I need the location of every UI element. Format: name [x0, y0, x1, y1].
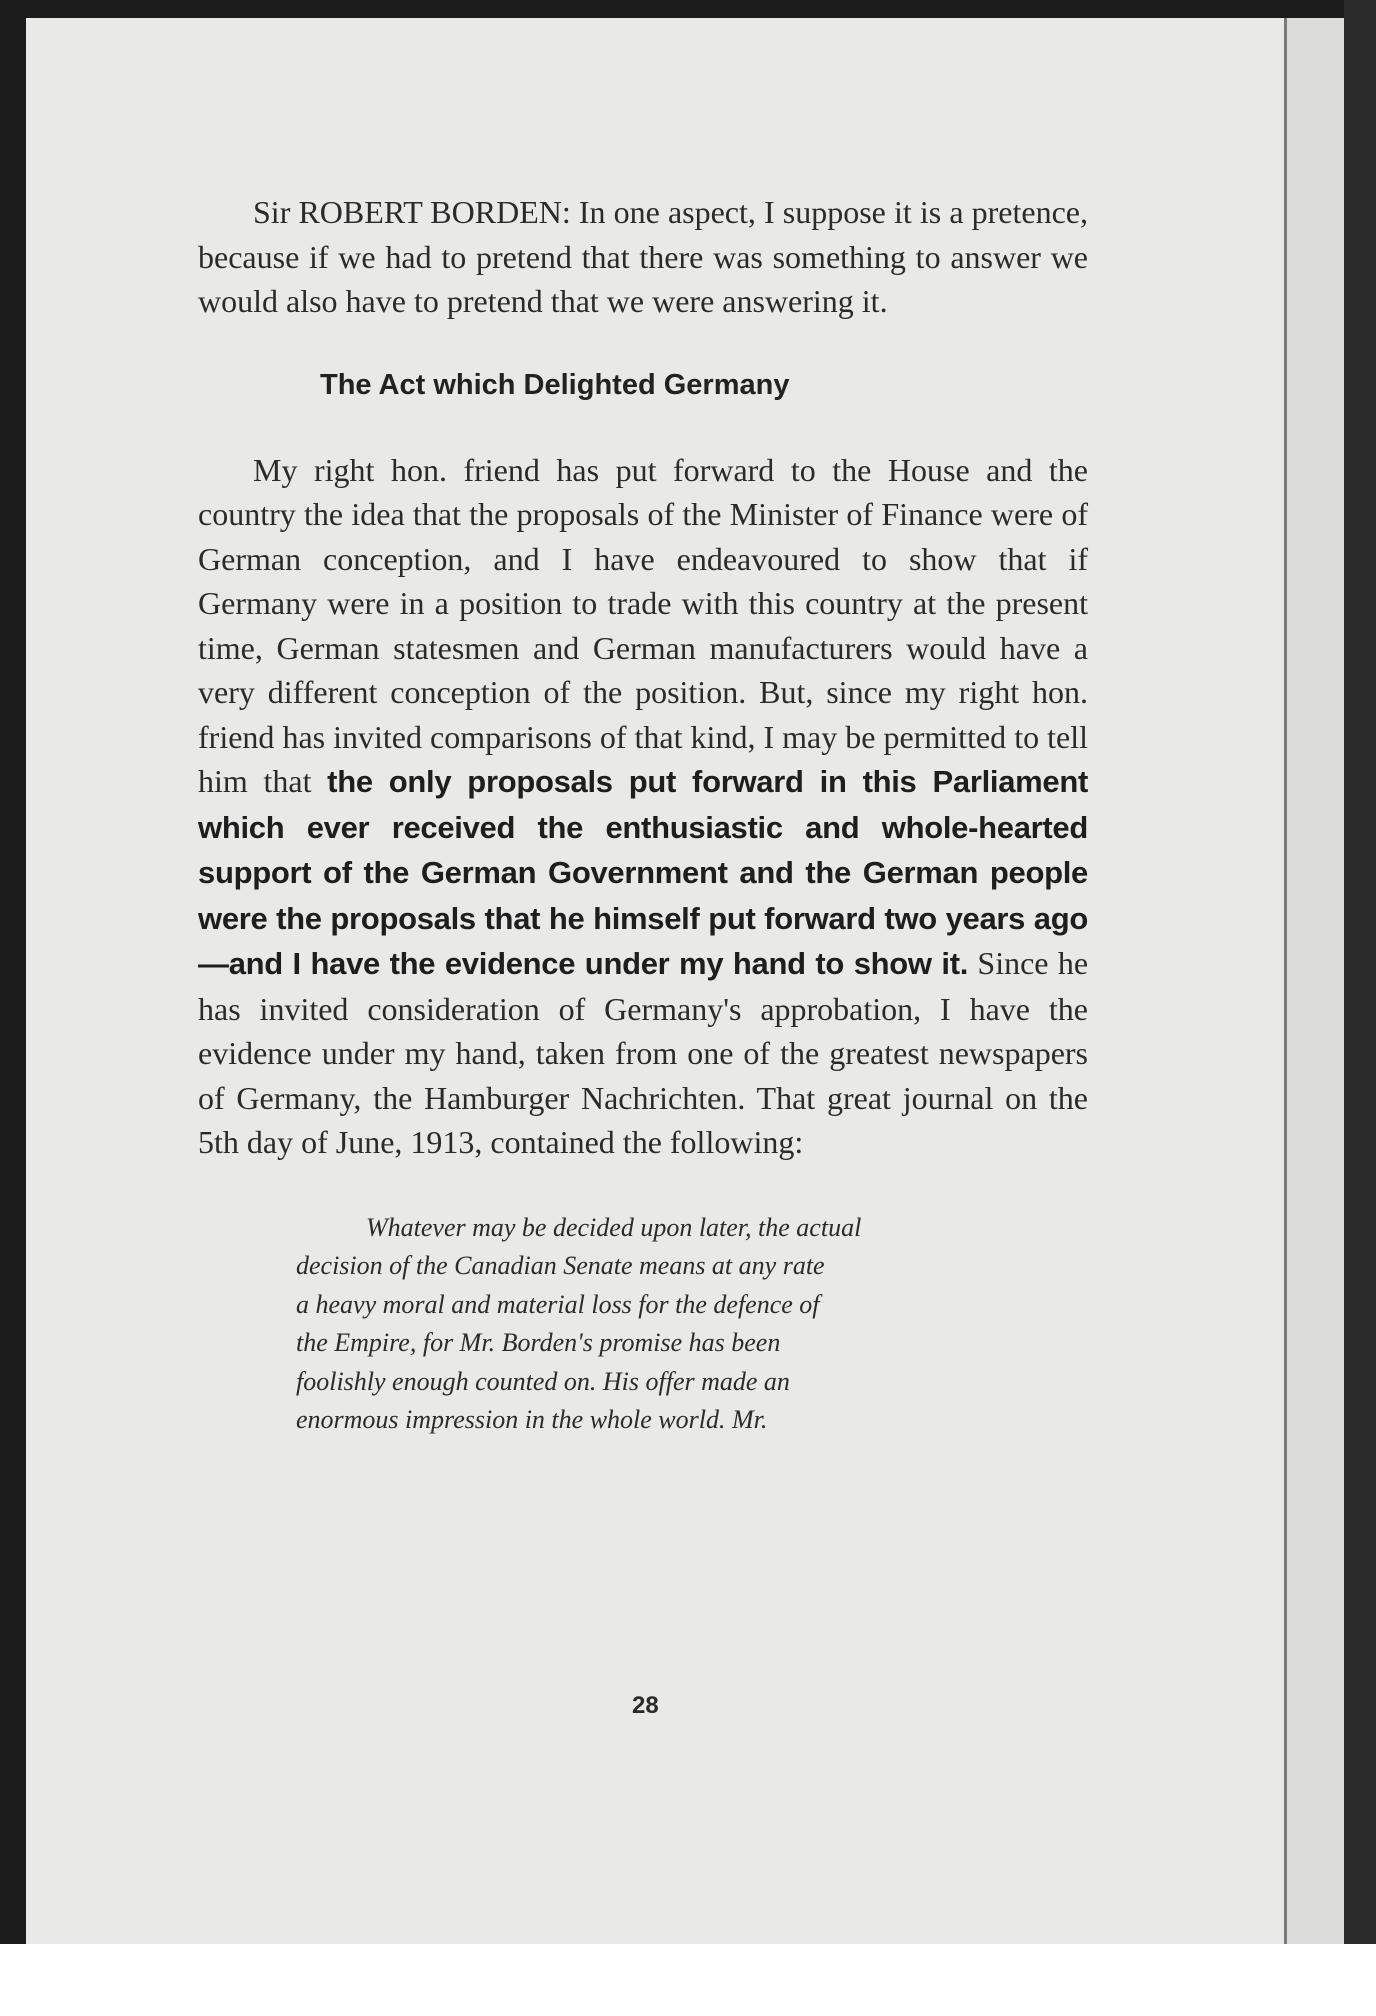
speaker-name: Sir ROBERT BORDEN: [253, 194, 571, 230]
quote-line: Whatever may be decided upon later, the actual [366, 1212, 862, 1242]
newspaper-quote [296, 1209, 996, 1440]
main-paragraph-text-after: Since he has invited consideration of Germany's approbation, I have the evidence under my hand, taken from one of the greatest newspapers of Germany, the Hamburger Nachrichten. That great journal on the 5th day of June, 1913, contained the following: [198, 945, 1089, 1160]
speaker-paragraph [198, 190, 1088, 324]
section-heading: The Act which Delighted Germany [320, 368, 790, 401]
page-content [198, 190, 1088, 1440]
quote-line: a heavy moral and material loss for the defence of [296, 1289, 820, 1319]
main-paragraph-bold-text: the only proposals put forward in this Parliament which ever received the enthusiastic and whole-hearted support of the German Government and the German people were the proposals that he himself put forward two years ago—and I have the evidence under my hand to show it. [198, 764, 1089, 981]
quote-line: decision of the Canadian Senate means at any rate [296, 1251, 825, 1280]
quote-line: enormous impression in the whole world. Mr. [296, 1405, 768, 1434]
scan-shadow [1344, 0, 1376, 2016]
binding-edge [1284, 18, 1347, 1944]
quote-line: foolishly enough counted on. His offer made an [296, 1366, 790, 1396]
main-paragraph [198, 448, 1088, 1165]
speaker-text: In one aspect, I suppose it is a pretence, because if we had to pretend that there was something to answer we would also have to pretend that we were answering it. [198, 194, 1088, 319]
bottom-margin [0, 1944, 1376, 2016]
main-paragraph-text-before: My right hon. friend has put forward to the House and the country the idea that the proposals of the Minister of Finance were of German conception, and I have endeavoured to show that if Germany were in a position to trade with this country at the present time, German statesmen and German manufacturers would have a very different conception of the position. But, since my right hon. friend has invited comparisons of that kind, I may be permitted to tell him that [198, 451, 1088, 799]
quote-line: the Empire, for Mr. Borden's promise has been [296, 1328, 781, 1357]
page-number: 28 [632, 1692, 659, 1719]
